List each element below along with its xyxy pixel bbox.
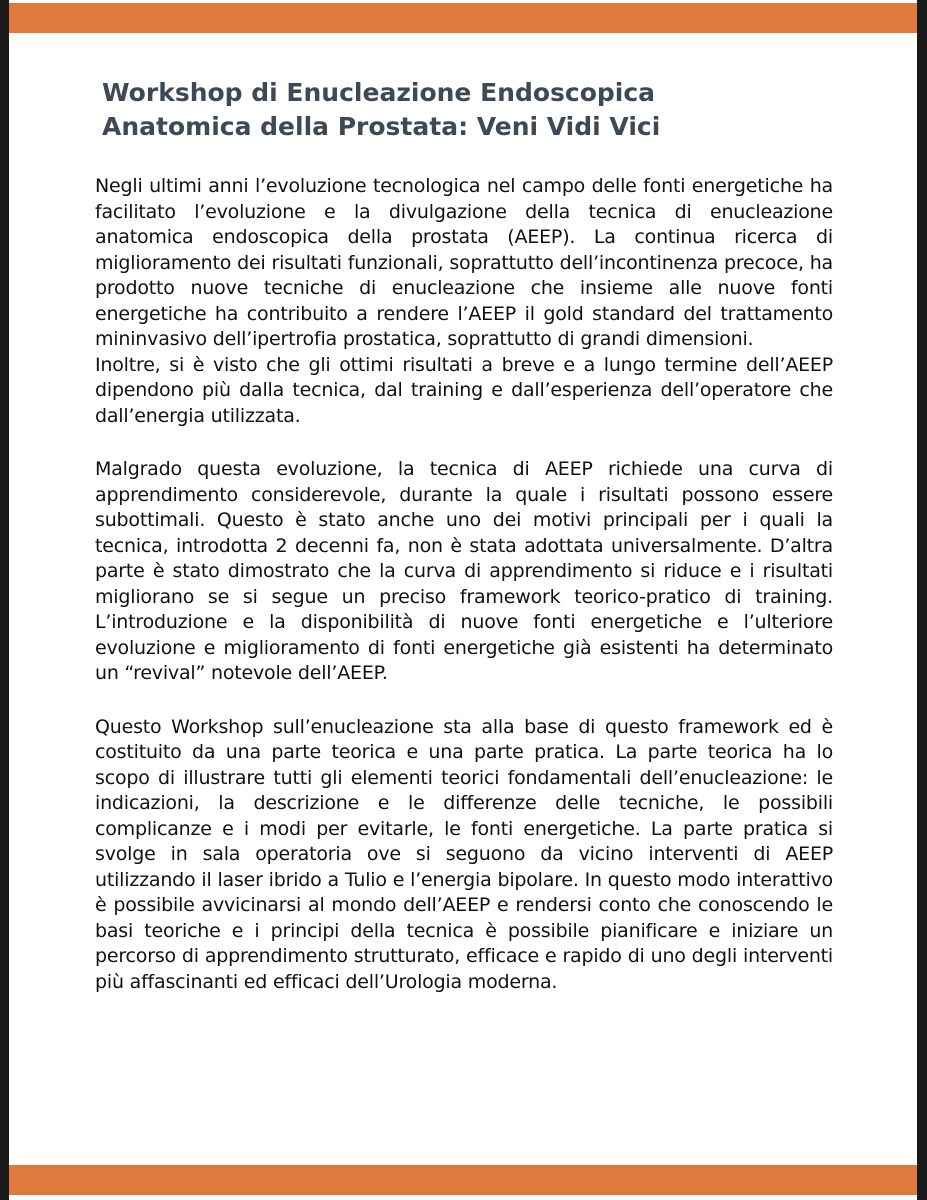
- document-content: [95, 76, 833, 1023]
- bottom-accent-band: [9, 1165, 917, 1195]
- paragraph-3: Questo Workshop sull’enucleazione sta alla base di questo framework ed è costituito da una parte teorica e una parte pratica. La parte teorica ha lo scopo di illustrare tutti gli elementi teorici fondamentali dell’enucleazione: le indicazioni, la descrizione e le differenze delle tecniche, le possibili complicanze e i modi per evitarle, le fonti energetiche. La parte pratica si svolge in sala operatoria ove si seguono da vicino interventi di AEEP utilizzando il laser ibrido a Tulio e l’energia bipolare. In questo modo interattivo è possibile avvicinarsi al mondo dell’AEEP e rendersi conto che conoscendo le basi teoriche e i principi della tecnica è possibile pianificare e iniziare un percorso di apprendimento strutturato, efficace e rapido di uno degli interventi più affascinanti ed efficaci dell’Urologia moderna.: [95, 715, 833, 993]
- paragraph-1: [95, 174, 833, 429]
- document-page: [9, 0, 917, 1200]
- paragraph-1-part-2: Inoltre, si è visto che gli ottimi risultati a breve e a lungo termine dell’AEEP dipendono più dalla tecnica, dal training e dall’esperienza dell’operatore che dall’energia utilizzata.: [95, 353, 833, 427]
- page-title: [102, 76, 833, 144]
- page-title-line-1: Workshop di Enucleazione Endoscopica: [102, 78, 656, 107]
- paragraph-1-part-1: Negli ultimi anni l’evoluzione tecnologica nel campo delle fonti energetiche ha facilitato l’evoluzione e la divulgazione della tecnica di enucleazione anatomica endoscopica della prostata (AEEP). La continua ricerca di miglioramento dei risultati funzionali, soprattutto dell’incontinenza precoce, ha prodotto nuove tecniche di enucleazione che insieme alle nuove fonti energetiche ha contribuito a rendere l’AEEP il gold standard del trattamento mininvasivo dell’ipertrofia prostatica, soprattutto di grandi dimensioni.: [95, 175, 833, 350]
- page-title-line-2: Anatomica della Prostata: Veni Vidi Vici: [102, 112, 661, 141]
- top-accent-band: [9, 3, 917, 33]
- paragraph-2: Malgrado questa evoluzione, la tecnica di AEEP richiede una curva di apprendimento considerevole, durante la quale i risultati possono essere subottimali. Questo è stato anche uno dei motivi principali per i quali la tecnica, introdotta 2 decenni fa, non è stata adottata universalmente. D’altra parte è stato dimostrato che la curva di apprendimento si riduce e i risultati migliorano se si segue un preciso framework teorico-pratico di training. L’introduzione e la disponibilità di nuove fonti energetiche e l’ulteriore evoluzione e miglioramento di fonti energetiche già esistenti ha determinato un “revival” notevole dell’AEEP.: [95, 458, 833, 684]
